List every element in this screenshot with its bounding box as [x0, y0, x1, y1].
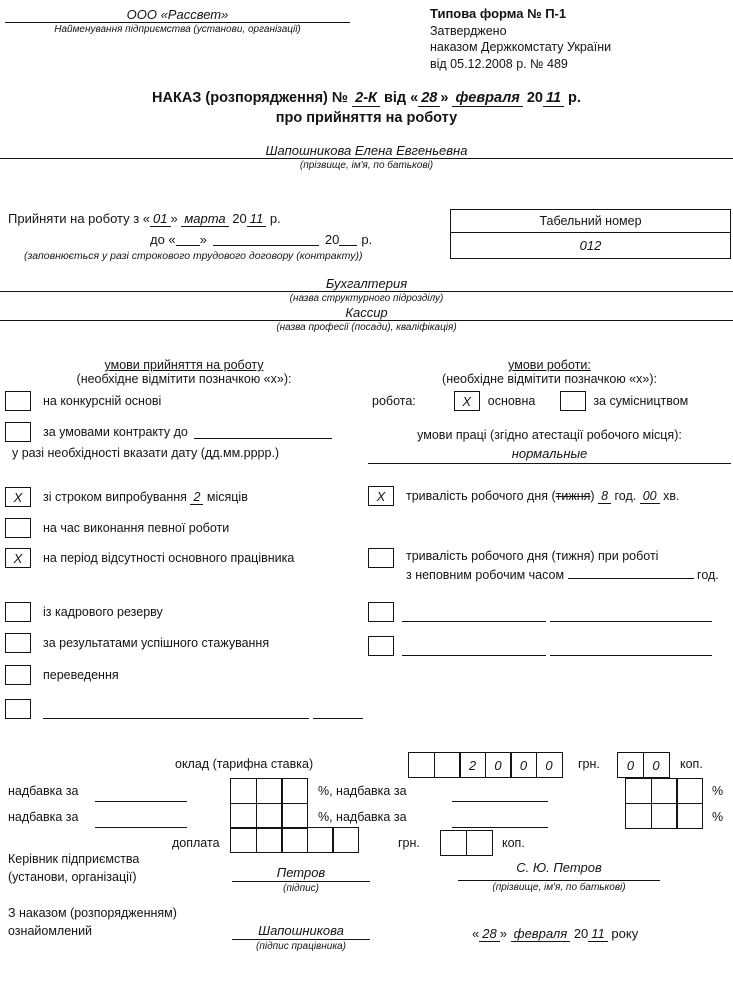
checkbox-internship[interactable]: [5, 633, 31, 653]
hire-until-text-1: до «: [150, 232, 176, 247]
hire-line1: [8, 211, 448, 226]
digit-cell[interactable]: [332, 827, 359, 853]
duration-minutes-value[interactable]: 00: [640, 489, 660, 504]
duration-label: [406, 489, 680, 503]
ack-date-text-2: »: [499, 926, 507, 941]
partial-line2: з неповним робочим часом: [406, 567, 565, 582]
digit-cell[interactable]: [256, 827, 283, 853]
doplata-label: доплата: [172, 836, 220, 850]
salary-amount-cells: [408, 752, 563, 778]
order-title: [0, 90, 733, 126]
department-underline: [0, 291, 733, 292]
bonus-mid-blank-2[interactable]: [452, 815, 548, 828]
bonus-blank-2[interactable]: [95, 815, 187, 828]
digit-cell[interactable]: 0: [485, 752, 512, 778]
left-item-certain-work-label: на час виконання певної роботи: [43, 521, 230, 535]
digit-cell[interactable]: [230, 827, 257, 853]
hire-text-3: 20: [232, 211, 247, 226]
left-other-blank-2[interactable]: [313, 706, 363, 719]
digit-cell[interactable]: 0: [536, 752, 563, 778]
salary-kop-label: коп.: [680, 757, 703, 771]
work-conditions-column: [368, 358, 731, 656]
duration-post: ): [590, 489, 595, 503]
other-condition-blank-2a[interactable]: [402, 643, 546, 656]
partial-hours-blank[interactable]: [568, 566, 694, 579]
position-caption: (назва професії (посади), кваліфікація): [276, 322, 457, 333]
checkbox-absence[interactable]: [5, 548, 31, 568]
company-block: [5, 7, 350, 35]
hire-until-text-3: 20: [324, 232, 340, 247]
left-item-transfer-label: переведення: [43, 668, 119, 682]
ack-date-text-1: «: [472, 926, 480, 941]
approved-line-1: Затверджено: [430, 23, 507, 38]
order-title-line1: [0, 90, 733, 106]
digit-cell[interactable]: [281, 827, 308, 853]
other-condition-blank-2b[interactable]: [550, 643, 712, 656]
digit-cell[interactable]: [230, 803, 257, 829]
checkbox-work-main[interactable]: [454, 391, 480, 411]
director-signature: Петров: [232, 865, 370, 882]
duration-hours-label: год.: [614, 489, 637, 503]
tab-number-value[interactable]: 012: [579, 238, 602, 253]
left-item-internship: [5, 633, 363, 653]
bonus-blank-1[interactable]: [95, 789, 187, 802]
other-condition-blank-1b[interactable]: [550, 609, 712, 622]
salary-uah-label: грн.: [578, 757, 600, 771]
department-value: Бухгалтерия: [325, 276, 408, 291]
digit-cell[interactable]: [307, 827, 334, 853]
digit-cell[interactable]: [651, 778, 678, 804]
digit-cell[interactable]: 0: [617, 752, 644, 778]
position-value: Кассир: [345, 305, 388, 320]
approved-line-3: від 05.12.2008 р. № 489: [430, 56, 568, 71]
hire-text-2: »: [170, 211, 178, 226]
left-item-reserve: [5, 602, 363, 622]
ack-label-1: З наказом (розпорядженням): [8, 906, 177, 920]
left-other-blank-1[interactable]: [43, 706, 309, 719]
contract-date-blank[interactable]: [194, 426, 332, 439]
left-item-other: [5, 699, 363, 719]
checkbox-other-condition-2[interactable]: [368, 636, 394, 656]
percent-sign-1: %: [712, 784, 724, 798]
work-secondary-label: за сумісництвом: [593, 394, 689, 408]
partial-time-row: [368, 548, 731, 584]
digit-cell[interactable]: [625, 803, 652, 829]
ack-date-year: 11: [588, 926, 608, 942]
order-month-value: февраля: [452, 90, 522, 107]
digit-cell[interactable]: [466, 830, 493, 856]
hire-year-value: 11: [247, 211, 267, 227]
form-name: Типова форма № П-1: [430, 6, 567, 21]
left-item-contract-note: у разі необхідності вказати дату (дд.мм.рррр.): [12, 446, 280, 460]
hire-until-month-blank[interactable]: [213, 233, 319, 246]
left-item-absence-label: на період відсутності основного працівника: [43, 551, 295, 565]
bonus-mid-blank-1[interactable]: [452, 789, 548, 802]
hire-caption: (заповнюється у разі строкового трудового договору (контракту)): [24, 250, 363, 262]
checkbox-other-condition-1[interactable]: [368, 602, 394, 622]
ack-date-month: февраля: [511, 926, 571, 942]
approved-line-2: наказом Держкомстату України: [430, 40, 612, 54]
director-label-2: (установи, організації): [8, 870, 137, 884]
company-caption: Найменування підприємства (установи, організації): [54, 24, 301, 35]
partial-time-label: [406, 548, 719, 584]
left-item-contract-label: за умовами контракту до: [43, 425, 188, 439]
digit-cell[interactable]: [676, 803, 703, 829]
director-signature-block: [232, 865, 370, 894]
director-name-block: [458, 860, 660, 893]
left-column-subheading: (необхідне відмітити позначкою «х»):: [76, 372, 292, 386]
title-text-3: »: [440, 90, 449, 106]
partial-line2-suffix: год.: [697, 567, 719, 582]
digit-cell[interactable]: [440, 830, 467, 856]
right-column-subheading: (необхідне відмітити позначкою «х»):: [442, 372, 657, 386]
digit-cell[interactable]: [281, 778, 308, 804]
right-column-heading: умови роботи:: [508, 358, 591, 372]
other-condition-row-2: [368, 636, 731, 656]
digit-cell[interactable]: 2: [459, 752, 486, 778]
doplata-kop-label: коп.: [502, 836, 525, 850]
hire-month-value: марта: [181, 211, 228, 227]
director-name-caption: (прізвище, ім'я, по батькові): [492, 882, 626, 893]
checkbox-competitive[interactable]: [5, 391, 31, 411]
hire-text-1: Прийняти на роботу з «: [8, 211, 151, 226]
director-label-1: Керівник підприємства: [8, 852, 140, 866]
ack-signature: Шапошникова: [232, 923, 370, 940]
checkbox-mark: X: [462, 393, 472, 409]
hire-day-value: 01: [150, 211, 170, 227]
left-item-contract: [5, 422, 363, 442]
left-item-probation: [5, 487, 363, 507]
checkbox-mark: X: [376, 488, 386, 504]
ack-date-text-4: року: [611, 926, 639, 941]
department-caption: (назва структурного підрозділу): [289, 293, 444, 304]
position-block: [0, 305, 733, 333]
left-item-competitive: [5, 391, 363, 411]
left-item-probation-label: [43, 490, 248, 504]
bonus-mid-label-2: %, надбавка за: [318, 810, 407, 824]
doplata-kop-cells: [440, 830, 493, 856]
duration-minutes-label: хв.: [663, 489, 680, 503]
order-number-value: 2-К: [352, 90, 380, 107]
work-type-row: [368, 391, 731, 411]
checkbox-contract[interactable]: [5, 422, 31, 442]
title-text-5: р.: [568, 90, 581, 106]
ack-date: [472, 926, 638, 941]
ack-signature-block: [232, 923, 370, 952]
hire-until-year-blank[interactable]: [339, 233, 357, 246]
employee-name: Шапошникова Елена Евгеньевна: [265, 143, 468, 158]
duration-row: [368, 486, 731, 506]
checkbox-partial-time[interactable]: [368, 548, 394, 568]
hire-block: [8, 211, 448, 262]
title-text-1: НАКАЗ (розпорядження) №: [152, 90, 349, 106]
checkbox-probation[interactable]: [5, 487, 31, 507]
duration-pre: тривалість робочого дня (: [406, 489, 556, 503]
order-year-value: 11: [543, 90, 564, 107]
digit-cell[interactable]: [434, 752, 461, 778]
checkbox-transfer[interactable]: [5, 665, 31, 685]
checkbox-mark: X: [13, 550, 23, 566]
doplata-uah-label: грн.: [398, 836, 420, 850]
bonus-right-cells-row1: [625, 778, 703, 804]
hire-until-text-2: »: [199, 232, 207, 247]
director-name: С. Ю. Петров: [458, 860, 660, 881]
work-conditions-value[interactable]: нормальные: [368, 446, 731, 464]
checkbox-mark: X: [13, 489, 23, 505]
work-main-label: основна: [487, 394, 536, 408]
order-day-value: 28: [418, 90, 440, 107]
bonus-label-1: надбавка за: [8, 784, 79, 798]
left-item-certain-work: [5, 518, 363, 538]
left-item-reserve-label: із кадрового резерву: [43, 605, 163, 619]
hire-text-4: р.: [269, 211, 281, 226]
employee-caption: (прізвище, ім'я, по батькові): [299, 160, 434, 171]
department-block: [0, 276, 733, 304]
bonus-right-cells-row2: [625, 803, 703, 829]
hiring-conditions-column: [5, 358, 363, 719]
checkbox-certain-work[interactable]: [5, 518, 31, 538]
form-info-block: [430, 6, 730, 72]
left-item-competitive-label: на конкурсній основі: [43, 394, 162, 408]
salary-label: оклад (тарифна ставка): [175, 757, 314, 771]
checkbox-duration[interactable]: [368, 486, 394, 506]
title-text-4: 20: [526, 90, 543, 106]
left-item-transfer: [5, 665, 363, 685]
work-conditions-label: умови праці (згідно атестації робочого місця):: [417, 428, 682, 442]
salary-kop-cells: [617, 752, 670, 778]
bonus-grid-right: [625, 778, 703, 829]
position-underline: [0, 320, 733, 321]
duration-hours-value[interactable]: 8: [598, 489, 611, 504]
digit-cell[interactable]: [256, 778, 283, 804]
work-label: робота:: [372, 394, 416, 408]
probation-label-pre: зі строком випробування: [43, 490, 187, 504]
checkbox-work-secondary[interactable]: [560, 391, 586, 411]
digit-cell[interactable]: [281, 803, 308, 829]
probation-months-value[interactable]: 2: [190, 490, 203, 505]
percent-sign-2: %: [712, 810, 724, 824]
employee-underline: [0, 158, 733, 159]
checkbox-other[interactable]: [5, 699, 31, 719]
ack-date-day: 28: [479, 926, 499, 942]
tab-number-label: Табельний номер: [451, 210, 730, 233]
order-title-line2: про прийняття на роботу: [275, 110, 458, 126]
ack-signature-caption: (підпис працівника): [256, 941, 346, 952]
other-condition-row-1: [368, 602, 731, 622]
partial-line1: тривалість робочого дня (тижня) при роботі: [406, 549, 659, 563]
ack-label-2: ознайомлений: [8, 924, 93, 938]
digit-cell[interactable]: [256, 803, 283, 829]
director-signature-caption: (підпис): [283, 883, 319, 894]
checkbox-reserve[interactable]: [5, 602, 31, 622]
title-text-2: від «: [383, 90, 419, 106]
left-column-heading: умови прийняття на роботу: [104, 358, 264, 372]
digit-cell[interactable]: [625, 778, 652, 804]
employee-block: [0, 143, 733, 171]
probation-label-post: місяців: [206, 490, 248, 504]
digit-cell[interactable]: [676, 778, 703, 804]
ack-date-text-3: 20: [573, 926, 589, 941]
duration-struck-word: тижня: [555, 489, 591, 503]
hire-until-day-blank[interactable]: [176, 233, 200, 246]
bonus-mid-label-1: %, надбавка за: [318, 784, 407, 798]
digit-cell[interactable]: [408, 752, 435, 778]
left-item-absence: [5, 548, 363, 568]
digit-cell[interactable]: 0: [643, 752, 670, 778]
company-underline: [5, 22, 350, 23]
left-item-internship-label: за результатами успішного стажування: [43, 636, 270, 650]
bonus-label-2: надбавка за: [8, 810, 79, 824]
digit-cell[interactable]: [651, 803, 678, 829]
hire-line2: [150, 232, 448, 247]
digit-cell[interactable]: [230, 778, 257, 804]
company-name: ООО «Рассвет»: [126, 7, 229, 22]
hire-until-text-4: р.: [361, 232, 373, 247]
doplata-cells: [230, 827, 359, 853]
other-condition-blank-1a[interactable]: [402, 609, 546, 622]
digit-cell[interactable]: 0: [510, 752, 537, 778]
tab-number-box: [450, 209, 731, 259]
